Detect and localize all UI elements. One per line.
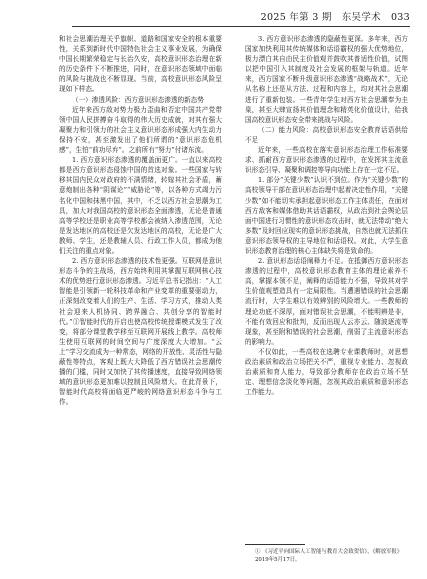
paragraph: 和社会思潮治理关乎旗帜、道路和国家安全的根本重要性，关系到新时代中国特色社会主义事业发展，为确保中国长期繁荣稳定与长治久安，高校意识形态治理在新的历史条件下不断推进，同时，在意识形态领域中面临的风险与挑战也不断显现。当前，高校意识形态风险呈现如下样态。 <box>59 35 222 94</box>
paragraph: 近年来，一些高校在落实意识形态治理工作标准要求、抓耐西方意识形态渗透的过程中，在发挥其主流意识形态引导、凝聚和调控等导向功能上存在一定不足。 <box>245 146 408 175</box>
paragraph: 不仅如此，一些高校在选聘专业课教师时，对思想政治素质和政治立场把关不严，重视专业能力、忽视政治素质和育人能力，导致部分教师存在政治立场不坚定、理想信念淡化等问题，忽视其政治素质和意识形态工作能力。 <box>245 347 408 397</box>
journal-name: 东吴学术 <box>341 12 381 23</box>
paragraph: 1. 西方意识形态渗透的覆盖面更广。一直以来高校都是西方意识形态侵蚀中国的首选对象。一些国家与转移其国内民众对政府的不满情绪，转嫁其社会矛盾，蓄意炮制出各种“阴谋论”“威胁论”等，以各种方式竭力污名化中国和抹黑中国，其中，不乏以西方社会思潮为工具，加大对我国高校的意识形态全面渗透，无论是普通高等学校还是职业高等学校都会被纳入渗透范围，无论是发达地区的高校还是欠发达地区的高校，无论是广大教师、学生，还是教辅人员、行政工作人员，都成为他们关注的重点对象。 <box>59 156 222 255</box>
left-column <box>59 34 222 407</box>
paragraph: 2. 西方意识形态渗透的技术性更强。互联网是意识形态斗争的主战场，西方始终利用其掌握互联网核心技术的优势进行意识形态渗透。习近平总书记指出：“人工智能是引领新一轮科技革命和产业变革的重要驱动力，正深刻改变着人们的生产、生活、学习方式，推动人类社会迎来人机协同、跨界融合、共创分享的智能时代。”①智能时代的开启也使高校传统授课模式发生了改变，将部分课堂教学移至互联网开展线上教学。高校师生使用互联网的时间空间与广度深度大大增加。“云上”学习交流成为一种常态，网络的开放性、灵活性与隐蔽性等特点，客观上既大大降低了西方错误社会思潮传播的门槛，同时又加快了其传播速度，直接导致网络领域的意识形态更加难以控制且风险增大。在此背景下，智能时代高校将面临更严峻的网络意识形态斗争与工作。 <box>59 257 222 407</box>
paragraph: 近年来西方敌对势力极力歪曲和否定中国共产党带领中国人民拼搏奋斗取得的伟大历史成就，对其有强大凝聚力和引领力的社会主义意识形态形成强大内生动力保持不安，甚至激发出了他们所谓的“意识形态危机感”，生怕“前功尽弃”。之前所有“努力”付诸东流。 <box>59 105 222 155</box>
section-heading: （一）渗透风险：西方意识形态渗透的新态势 <box>72 95 204 104</box>
right-column <box>245 34 408 397</box>
running-header <box>72 7 410 23</box>
section-heading: （二）能力风险：高校意识形态安全教育话语供给不足 <box>245 125 408 144</box>
footnote: ① 《习近平向国际人工智能与教育大会致贺信》，《解放军报》2019年5月17日。 <box>255 549 403 563</box>
paragraph: 2. 意识形态话语阐释力不足。在抵御西方意识形态渗透的过程中，高校意识形态教育主体的理论素养不高，掌握本领不足，阐释的话语能力不强，导致其对学生价值观塑造具有一定局限性。当遭遇错误的社会思潮流行时，大学生难以有效辨别的风险增大。一些教师的理论功底不深厚，面对错误社会思潮，不能明辨是非，不能有效回应和批判，反而出现人云亦云、随波逐流等现象，甚至附和错误的社会思潮，削弱了主流意识形态的影响力。 <box>245 257 408 346</box>
paragraph: 1. 部分“关键少数”认识不到位。作为“关键少数”的高校领导干部在意识形态治理中起着决定性作用，“关键少数”如不能切实承担起意识形态工作主体责任，在面对西方敌客和媒体借助其话语霸权，从政治到社会舆论层面中国进行习惯性的意识形态攻击时，就无法带动“绝大多数”及时回应现实的意识形态挑战，自然也就无法抓住意识形态领导权的主导地位和话语权。对此，大学生意识形态教育治理的核心主体缺失将是致命的。 <box>245 176 408 255</box>
header-rule <box>72 26 410 27</box>
issue-number: 2025 年第 3 期 <box>260 12 332 23</box>
paragraph: 3. 西方意识形态渗透的隐蔽性更深。多年来，西方国家加快利用其传统媒体和话语霸权的强大优势地位，极力漂白其自由民主价值观并鼓吹其普适性价值，试图以把中国引入其制度及社会发展的框架与轨道。近年来，西方国家不断升级意识形态渗透“战略战术”，无论从名称上还是从方法、过程和内容上，均对其社会思潮进行了重新包装。一些青年学生对西方社会思潮奉为圭臬，甚至大肆宣扬其价值理念和精英化价值设计，给我国高校意识形态安全带来挑战与风险。 <box>245 35 408 124</box>
footnote-rule <box>245 544 305 545</box>
page-number: 033 <box>390 12 410 23</box>
